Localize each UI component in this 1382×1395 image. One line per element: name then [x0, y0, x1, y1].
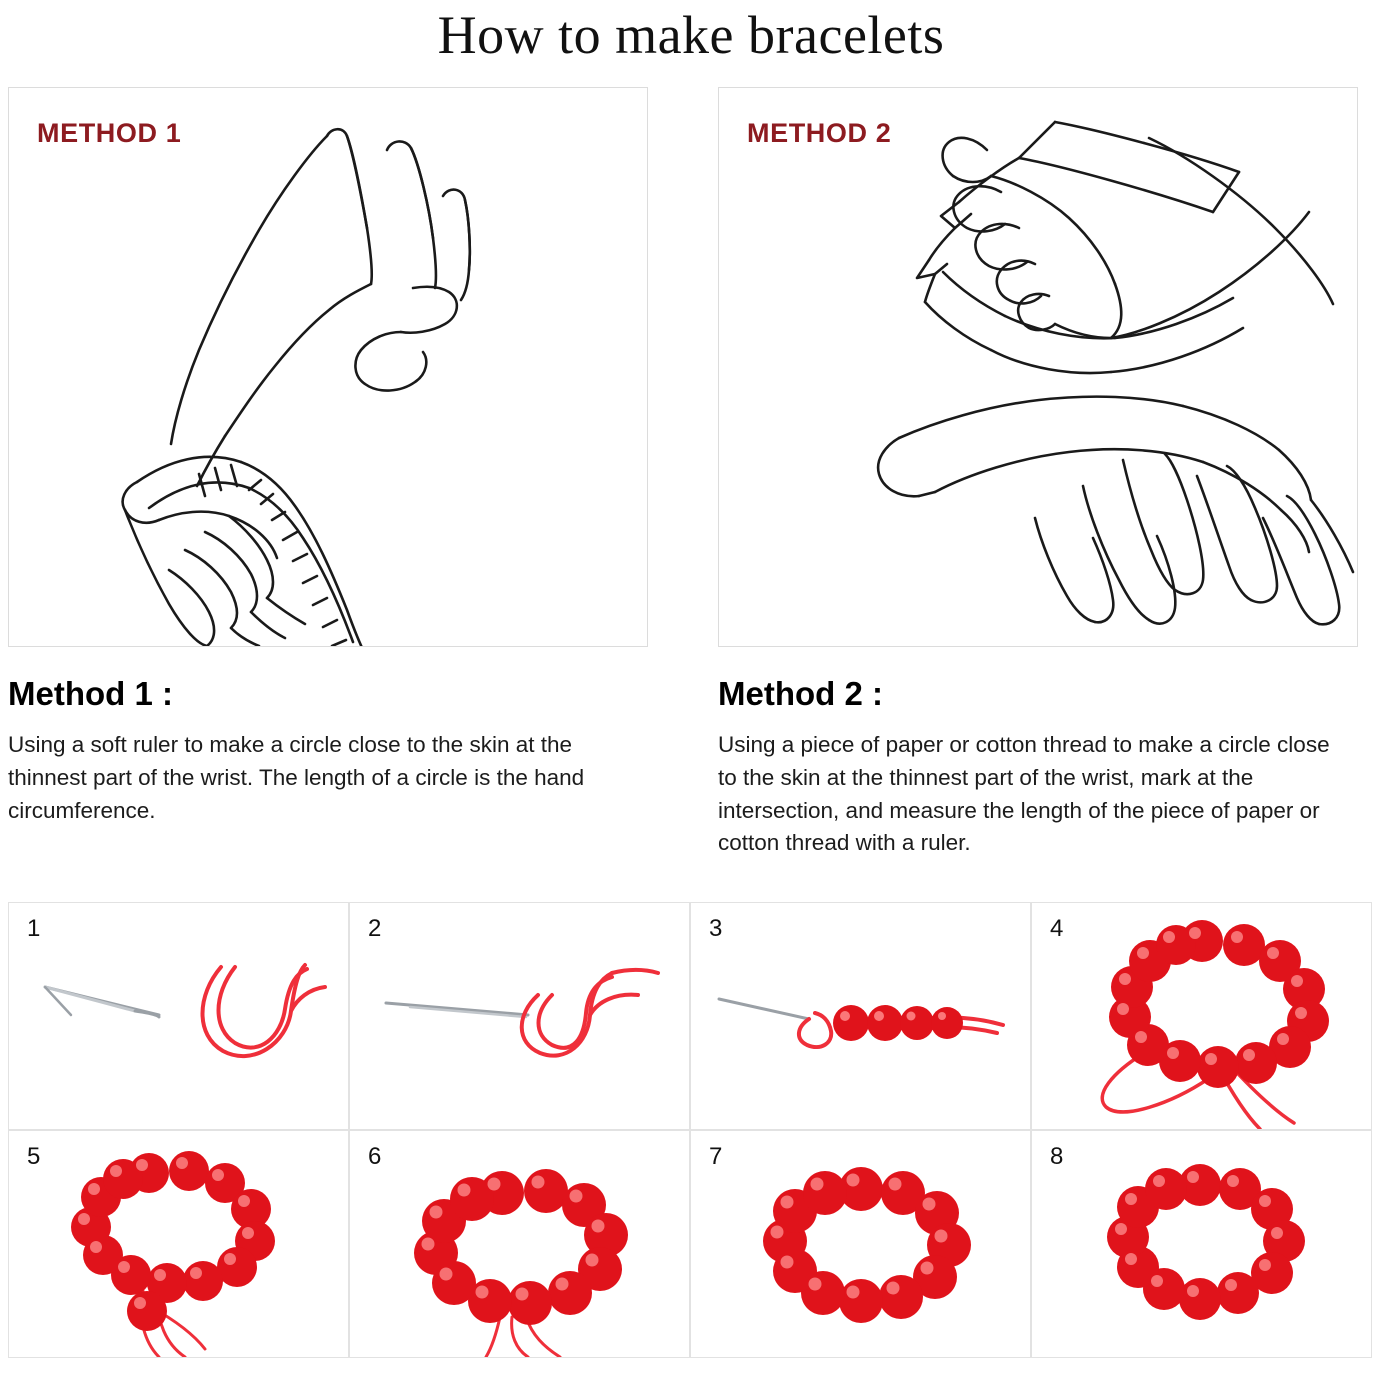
method-2-heading: Method 2 :: [718, 675, 883, 713]
step-cell-1: [8, 902, 349, 1130]
step-number-1: 1: [27, 914, 41, 942]
method-1-body: Using a soft ruler to make a circle close to the skin at the thinnest part of the wrist. The length of a circle is the hand circumference.: [8, 732, 585, 823]
page-title: How to make bracelets: [437, 5, 945, 65]
bead-circle-knot-icon: [350, 1131, 689, 1357]
finished-bracelet-icon: [691, 1131, 1030, 1357]
method-1-tag: METHOD 1: [37, 118, 182, 149]
method-2-figure: [718, 87, 1358, 647]
step-number-7: 7: [709, 1142, 723, 1170]
method-1: [8, 87, 648, 860]
hand-with-tape-illustration: [9, 88, 647, 646]
step-number-2: 2: [368, 914, 382, 942]
finished-bracelet-tight-icon: [1032, 1131, 1371, 1357]
step-number-4: 4: [1050, 914, 1064, 942]
bead-circle-pulled-icon: [9, 1131, 348, 1357]
methods-section: [0, 65, 1382, 860]
steps-section: [0, 902, 1382, 1358]
step-cell-7: [690, 1130, 1031, 1358]
cord-threaded-needle-icon: [350, 903, 689, 1129]
method-2-body: Using a piece of paper or cotton thread to make a circle close to the skin at the thinnest part of the wrist, mark at the intersection, and measure the length of the piece of paper or cotton thread with a ruler.: [718, 732, 1330, 856]
method-1-heading: Method 1 :: [8, 675, 173, 713]
method-2: [718, 87, 1358, 860]
step-cell-3: [690, 902, 1031, 1130]
step-cell-8: [1031, 1130, 1372, 1358]
step-number-3: 3: [709, 914, 723, 942]
step-cell-4: [1031, 902, 1372, 1130]
steps-row-top: [8, 902, 1374, 1130]
method-1-figure: [8, 87, 648, 647]
step-cell-2: [349, 902, 690, 1130]
step-cell-6: [349, 1130, 690, 1358]
beads-on-cord-icon: [691, 903, 1030, 1129]
hand-marking-paper-illustration: [719, 88, 1357, 646]
method-2-tag: METHOD 2: [747, 118, 892, 149]
needle-and-cord-icon: [9, 903, 348, 1129]
step-cell-5: [8, 1130, 349, 1358]
step-number-8: 8: [1050, 1142, 1064, 1170]
steps-row-bottom: [8, 1130, 1374, 1358]
step-number-5: 5: [27, 1142, 41, 1170]
step-number-6: 6: [368, 1142, 382, 1170]
bead-circle-open-icon: [1032, 903, 1371, 1129]
